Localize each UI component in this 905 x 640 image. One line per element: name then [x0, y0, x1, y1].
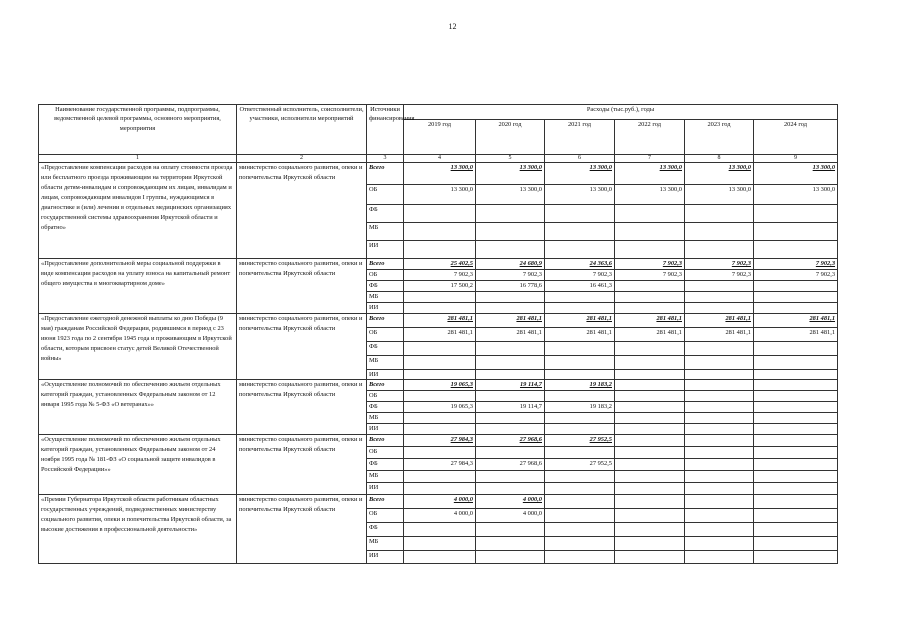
funding-source: ИИ — [367, 551, 404, 564]
expense-cell — [615, 509, 685, 523]
expense-cell — [615, 281, 685, 292]
expense-cell — [545, 205, 615, 223]
expense-cell: 17 500,2 — [404, 281, 476, 292]
expense-cell: 13 300,0 — [545, 163, 615, 185]
expense-cell: 27 952,5 — [545, 459, 615, 471]
expense-cell — [685, 551, 754, 564]
expense-cell: 7 902,3 — [476, 270, 545, 281]
expense-cell — [404, 356, 476, 370]
expense-cell: 13 300,0 — [685, 185, 754, 205]
measure-name: «Премии Губернатора Иркутской области работникам областных государственных учреждений, подведомственных министерству социального развития, опеки и попечительства Иркутской области, за высокие достижения в профессиональной деятельности» — [39, 495, 237, 564]
expense-cell — [754, 205, 838, 223]
expense-cell — [754, 495, 838, 509]
expense-cell — [404, 447, 476, 459]
table-row — [39, 314, 838, 328]
expense-cell — [754, 509, 838, 523]
expense-cell — [754, 537, 838, 551]
funding-source: ФБ — [367, 402, 404, 413]
header-expenses: Расходы (тыс.руб.), годы — [404, 105, 838, 120]
column-number: 2 — [237, 155, 367, 163]
column-number: 6 — [545, 155, 615, 163]
expense-cell — [685, 281, 754, 292]
expense-cell — [476, 370, 545, 380]
expense-cell — [476, 342, 545, 356]
expense-cell — [404, 303, 476, 314]
expense-cell — [404, 391, 476, 402]
header-year: 2021 год — [545, 120, 615, 155]
expense-cell: 4 000,0 — [404, 509, 476, 523]
header-name: Наименование государственной программы, подпрограммы, ведомственной целевой программы, основного мероприятия, мероприятия — [39, 105, 237, 155]
expense-cell — [754, 483, 838, 495]
expense-cell — [754, 303, 838, 314]
expense-cell — [476, 356, 545, 370]
expense-cell: 19 114,7 — [476, 380, 545, 391]
expense-cell — [685, 537, 754, 551]
funding-source: ОБ — [367, 328, 404, 342]
expense-cell — [754, 413, 838, 424]
expense-cell — [545, 413, 615, 424]
expense-cell: 13 300,0 — [545, 185, 615, 205]
funding-source: ОБ — [367, 509, 404, 523]
expense-cell — [685, 402, 754, 413]
funding-source: МБ — [367, 356, 404, 370]
funding-source: ИИ — [367, 370, 404, 380]
expense-cell: 7 902,3 — [754, 270, 838, 281]
expense-cell: 7 902,3 — [615, 259, 685, 270]
expense-cell: 19 114,7 — [476, 402, 545, 413]
funding-source: МБ — [367, 223, 404, 241]
expense-cell: 27 984,3 — [404, 459, 476, 471]
column-number: 9 — [754, 155, 838, 163]
expense-cell: 16 461,3 — [545, 281, 615, 292]
funding-source: ИИ — [367, 483, 404, 495]
expense-cell — [545, 523, 615, 537]
expense-cell: 281 481,1 — [685, 328, 754, 342]
expense-cell — [404, 241, 476, 259]
funding-source: МБ — [367, 537, 404, 551]
funding-source: ИИ — [367, 303, 404, 314]
expense-cell — [685, 370, 754, 380]
expense-cell — [754, 391, 838, 402]
expense-cell — [615, 402, 685, 413]
expense-cell — [685, 380, 754, 391]
expense-cell — [754, 342, 838, 356]
expense-cell: 13 300,0 — [615, 185, 685, 205]
expense-cell — [476, 537, 545, 551]
funding-source: ФБ — [367, 281, 404, 292]
expense-cell: 7 902,3 — [615, 270, 685, 281]
expense-cell — [476, 523, 545, 537]
expense-cell — [545, 447, 615, 459]
expense-cell — [615, 523, 685, 537]
expense-cell — [404, 471, 476, 483]
expense-cell: 281 481,1 — [685, 314, 754, 328]
expense-cell — [476, 424, 545, 435]
expense-cell: 4 000,0 — [476, 495, 545, 509]
funding-source: ФБ — [367, 342, 404, 356]
expense-cell — [615, 342, 685, 356]
expense-cell — [545, 292, 615, 303]
expense-cell — [754, 281, 838, 292]
expense-cell — [754, 424, 838, 435]
expense-cell — [685, 356, 754, 370]
expense-cell — [476, 241, 545, 259]
expense-cell: 13 300,0 — [404, 163, 476, 185]
expense-cell — [754, 241, 838, 259]
measure-name: «Предоставление дополнительной меры социальной поддержки в виде компенсации расходов на уплату взноса на капитальный ремонт общего имущества в многоквартирном доме» — [39, 259, 237, 314]
expense-cell — [615, 447, 685, 459]
column-number: 7 — [615, 155, 685, 163]
expense-cell — [685, 292, 754, 303]
expense-cell — [545, 483, 615, 495]
expense-cell — [615, 413, 685, 424]
expense-cell — [685, 303, 754, 314]
expense-cell: 281 481,1 — [754, 314, 838, 328]
expense-cell — [545, 509, 615, 523]
expense-cell — [545, 495, 615, 509]
expense-cell — [615, 551, 685, 564]
funding-source: ИИ — [367, 241, 404, 259]
expense-cell: 4 000,0 — [404, 495, 476, 509]
expense-cell — [754, 380, 838, 391]
expense-cell — [615, 537, 685, 551]
expense-cell — [476, 471, 545, 483]
header-year: 2020 год — [476, 120, 545, 155]
column-number: 8 — [685, 155, 754, 163]
expense-cell — [685, 424, 754, 435]
funding-source: ОБ — [367, 185, 404, 205]
expense-cell — [476, 292, 545, 303]
funding-source: Всего — [367, 163, 404, 185]
expense-cell: 19 183,2 — [545, 402, 615, 413]
expense-cell — [615, 495, 685, 509]
measure-executor: министерство социального развития, опеки и попечительства Иркутской области — [237, 380, 367, 435]
expense-cell — [545, 391, 615, 402]
expense-cell: 13 300,0 — [685, 163, 754, 185]
expense-cell — [476, 205, 545, 223]
table-row — [39, 163, 838, 185]
expense-cell — [685, 391, 754, 402]
funding-source: МБ — [367, 292, 404, 303]
expense-cell: 7 902,3 — [545, 270, 615, 281]
expense-cell — [754, 435, 838, 447]
expense-cell — [545, 471, 615, 483]
funding-source: Всего — [367, 380, 404, 391]
funding-source: ОБ — [367, 270, 404, 281]
expense-cell — [615, 435, 685, 447]
expense-cell — [545, 223, 615, 241]
column-number: 1 — [39, 155, 237, 163]
expense-cell — [615, 380, 685, 391]
expense-cell — [615, 424, 685, 435]
expense-cell: 281 481,1 — [545, 314, 615, 328]
expense-cell: 13 300,0 — [476, 185, 545, 205]
expense-cell: 281 481,1 — [615, 314, 685, 328]
header-year: 2019 год — [404, 120, 476, 155]
expense-cell — [545, 241, 615, 259]
page-number: 12 — [448, 22, 457, 31]
expense-cell: 4 000,0 — [476, 509, 545, 523]
expense-cell — [404, 424, 476, 435]
funding-source: Всего — [367, 435, 404, 447]
header-year: 2023 год — [685, 120, 754, 155]
expense-cell — [685, 495, 754, 509]
expense-cell: 19 183,2 — [545, 380, 615, 391]
column-number: 4 — [404, 155, 476, 163]
expense-cell — [685, 435, 754, 447]
expense-cell: 24 680,9 — [476, 259, 545, 270]
funding-source: ОБ — [367, 447, 404, 459]
expense-cell: 281 481,1 — [476, 328, 545, 342]
expense-cell: 7 902,3 — [754, 259, 838, 270]
expense-cell — [404, 370, 476, 380]
header-year: 2024 год — [754, 120, 838, 155]
expense-cell — [404, 483, 476, 495]
funding-source: ИИ — [367, 424, 404, 435]
expense-cell — [476, 223, 545, 241]
expense-cell: 13 300,0 — [615, 163, 685, 185]
expense-cell: 7 902,3 — [685, 270, 754, 281]
header-source: Источники финансирования — [367, 105, 404, 155]
expense-cell: 281 481,1 — [615, 328, 685, 342]
expense-cell — [754, 356, 838, 370]
funding-source: Всего — [367, 314, 404, 328]
funding-source: ФБ — [367, 523, 404, 537]
funding-source: ФБ — [367, 205, 404, 223]
expense-cell — [404, 523, 476, 537]
header-executor: Ответственный исполнитель, соисполнители, участники, исполнители мероприятий — [237, 105, 367, 155]
expense-cell: 7 902,3 — [685, 259, 754, 270]
expense-cell: 281 481,1 — [754, 328, 838, 342]
expense-cell — [754, 523, 838, 537]
expense-cell: 24 363,6 — [545, 259, 615, 270]
expense-cell — [545, 342, 615, 356]
funding-source: МБ — [367, 413, 404, 424]
expense-cell — [404, 342, 476, 356]
expense-cell — [615, 356, 685, 370]
expense-cell — [685, 205, 754, 223]
expense-cell: 27 968,6 — [476, 435, 545, 447]
expense-cell — [476, 413, 545, 424]
expense-cell — [545, 303, 615, 314]
measure-name: «Осуществление полномочий по обеспечению жильем отдельных категорий граждан, установленных Федеральным законом от 12 января 1995 года № 5-ФЗ «О ветеранах»» — [39, 380, 237, 435]
table-row — [39, 380, 838, 391]
funding-source: Всего — [367, 259, 404, 270]
expense-cell: 27 968,6 — [476, 459, 545, 471]
measure-name: «Предоставление компенсации расходов на оплату стоимости проезда или бесплатного проезда проживающим на территории Иркутской области детям-инвалидам и сопровождающим их лицам, инвалидам и лицам, сопровождающим инвалидов I группы, нуждающимся в диагностике и (или) лечении в отдельных медицинских организациях государственной системы здравоохранения Иркутской области и обратно» — [39, 163, 237, 259]
expense-cell — [754, 402, 838, 413]
header-year: 2022 год — [615, 120, 685, 155]
measure-name: «Предоставление ежегодной денежной выплаты ко дню Победы (9 мая) гражданам Российской Федерации, родившимся в период с 23 июня 1923 года по 2 сентября 1945 года и проживающим в Иркутской области, которым присвоен статус детей Великой Отечественной войны» — [39, 314, 237, 380]
expense-cell — [754, 292, 838, 303]
expense-cell: 281 481,1 — [404, 314, 476, 328]
funding-source: ОБ — [367, 391, 404, 402]
expense-cell — [615, 223, 685, 241]
expense-cell — [545, 537, 615, 551]
expense-cell — [685, 483, 754, 495]
measure-executor: министерство социального развития, опеки и попечительства Иркутской области — [237, 495, 367, 564]
expense-cell — [754, 223, 838, 241]
expense-cell — [615, 303, 685, 314]
expense-cell — [545, 370, 615, 380]
expense-cell — [615, 391, 685, 402]
expense-cell — [404, 551, 476, 564]
expense-cell — [685, 223, 754, 241]
expense-cell — [476, 551, 545, 564]
expense-cell: 7 902,3 — [404, 270, 476, 281]
column-number: 5 — [476, 155, 545, 163]
table-row — [39, 259, 838, 270]
funding-source: ФБ — [367, 459, 404, 471]
expense-cell — [476, 303, 545, 314]
expense-cell: 13 300,0 — [404, 185, 476, 205]
expense-cell: 25 402,5 — [404, 259, 476, 270]
expense-cell: 16 778,6 — [476, 281, 545, 292]
expense-cell — [615, 241, 685, 259]
expense-cell — [615, 459, 685, 471]
measure-executor: министерство социального развития, опеки и попечительства Иркутской области — [237, 435, 367, 495]
expense-cell — [754, 447, 838, 459]
expense-cell — [685, 413, 754, 424]
expense-cell — [685, 509, 754, 523]
expense-cell: 13 300,0 — [754, 163, 838, 185]
expense-cell: 281 481,1 — [476, 314, 545, 328]
expense-cell — [545, 424, 615, 435]
expense-cell — [685, 459, 754, 471]
expense-cell: 281 481,1 — [545, 328, 615, 342]
measure-executor: министерство социального развития, опеки и попечительства Иркутской области — [237, 163, 367, 259]
expense-cell: 27 952,5 — [545, 435, 615, 447]
expense-cell — [404, 413, 476, 424]
expense-cell — [685, 471, 754, 483]
measure-executor: министерство социального развития, опеки и попечительства Иркутской области — [237, 259, 367, 314]
expense-cell — [476, 483, 545, 495]
expense-cell — [476, 391, 545, 402]
expense-cell — [404, 292, 476, 303]
expense-cell — [615, 471, 685, 483]
expense-cell — [754, 471, 838, 483]
expenses-table — [38, 104, 838, 564]
expense-cell: 281 481,1 — [404, 328, 476, 342]
expense-cell: 19 065,3 — [404, 402, 476, 413]
expense-cell — [754, 459, 838, 471]
expense-cell — [685, 342, 754, 356]
expense-cell — [615, 483, 685, 495]
expense-cell: 27 984,3 — [404, 435, 476, 447]
funding-source: МБ — [367, 471, 404, 483]
expense-cell — [545, 551, 615, 564]
column-number: 3 — [367, 155, 404, 163]
table-body — [39, 163, 838, 564]
expense-cell — [615, 370, 685, 380]
expense-cell — [545, 356, 615, 370]
expense-cell — [685, 523, 754, 537]
measure-name: «Осуществление полномочий по обеспечению жильем отдельных категорий граждан, установленных Федеральным законом от 24 ноября 1995 года № 181-ФЗ «О социальной защите инвалидов в Российской Федерации»» — [39, 435, 237, 495]
table-row — [39, 495, 838, 509]
expense-cell — [754, 551, 838, 564]
expense-cell — [754, 370, 838, 380]
expense-cell — [404, 205, 476, 223]
expense-cell: 13 300,0 — [754, 185, 838, 205]
expense-cell — [685, 241, 754, 259]
funding-source: Всего — [367, 495, 404, 509]
measure-executor: министерство социального развития, опеки и попечительства Иркутской области — [237, 314, 367, 380]
expense-cell: 19 065,3 — [404, 380, 476, 391]
expense-cell — [685, 447, 754, 459]
table-row — [39, 435, 838, 447]
expense-cell — [476, 447, 545, 459]
expense-cell — [615, 292, 685, 303]
expense-cell — [404, 223, 476, 241]
expense-cell — [615, 205, 685, 223]
expense-cell — [404, 537, 476, 551]
expense-cell: 13 300,0 — [476, 163, 545, 185]
